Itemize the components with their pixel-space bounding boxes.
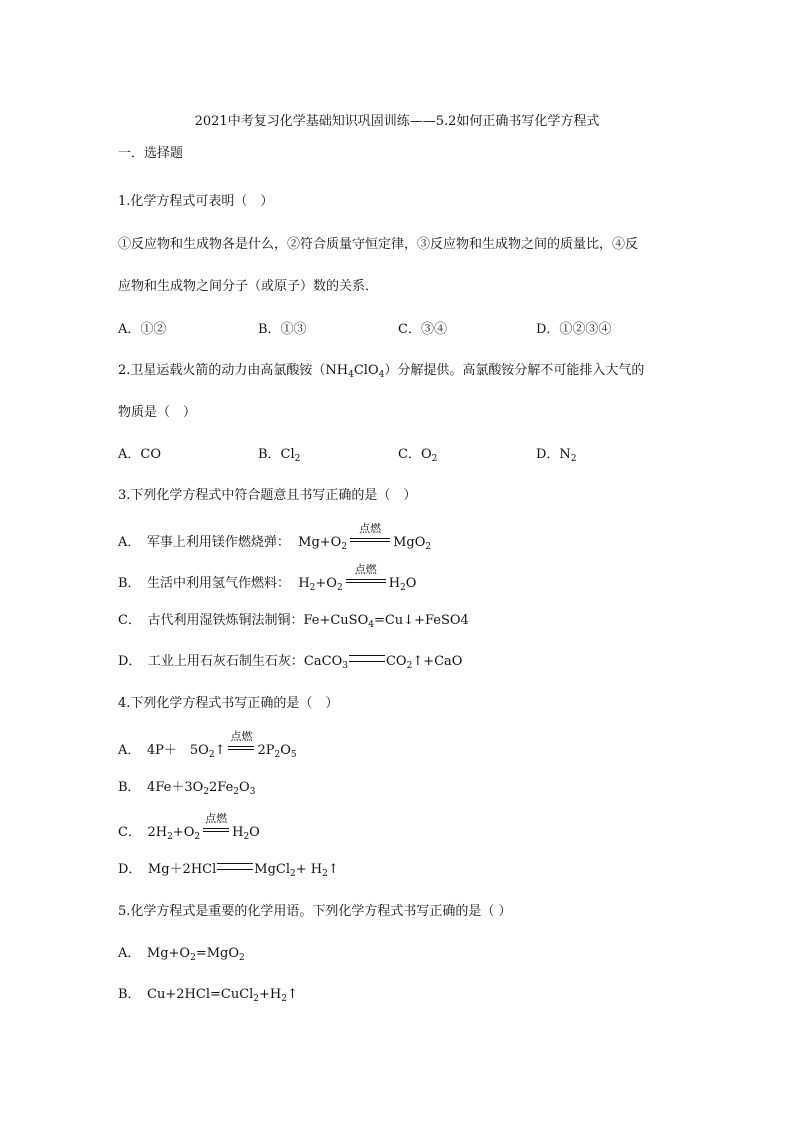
ignite-condition: 点燃 — [344, 571, 388, 589]
ignite-condition: 点燃 — [226, 738, 256, 756]
q5-stem: 5.化学方程式是重要的化学用语。下列化学方程式书写正确的是（ ） — [118, 904, 512, 919]
q2-stem-line1: 2.卫星运载火箭的动力由高氯酸铵$(NH_4ClO_4)$分解提供。高氯酸铵分解不可能排入大气的 — [118, 363, 645, 380]
q2-option-a: A．CO — [118, 447, 161, 462]
ignite-condition: 点燃 — [201, 820, 231, 838]
q3-option-d: D． 工业上用石灰石制生石灰：CaCO$_3$ $CO_2↑+CaO$ — [118, 654, 463, 671]
document-title: 2021中考复习化学基础知识巩固训练——5.2如何正确书写化学方程式 — [194, 114, 600, 129]
equals-double-line — [349, 655, 385, 662]
q2-option-c: C．$O_2$ — [398, 447, 438, 464]
q3-option-a: A． 军事上利用镁作燃烧弹： $Mg+O_2$ 点燃 MgO$_2$ — [118, 522, 432, 552]
q5-option-a: A． $Mg+O_2=MgO_2$ — [118, 946, 245, 963]
ignite-condition: 点燃 — [348, 530, 392, 548]
q2-option-d: D．$N_2$ — [536, 447, 577, 464]
q4-option-a: A． 4P＋ $5O_2↑$ 点燃 $2P_2O_5$ — [118, 730, 297, 760]
q1-desc-line1: ①反应物和生成物各是什么，②符合质量守恒定律，③反应物和生成物之间的质量比，④反 — [118, 237, 639, 252]
q1-option-b: B．①③ — [258, 322, 307, 337]
q1-option-a: A．①② — [118, 322, 167, 337]
q4-option-b: B． $4Fe+3O_22Fe_2O_3$ — [118, 780, 256, 797]
q3-stem: 3.下列化学方程式中符合题意且书写正确的是（ ） — [118, 488, 417, 503]
q2-option-b: B．$Cl_2$ — [258, 447, 301, 464]
q1-desc-line2: 应物和生成物之间分子（或原子）数的关系． — [118, 279, 379, 294]
q4-stem: 4.下列化学方程式书写正确的是（ ） — [118, 696, 339, 711]
q1-option-c: C．③④ — [398, 322, 447, 337]
q2-stem-line2: 物质是（ ） — [118, 405, 197, 420]
section-heading: 一．选择题 — [118, 146, 184, 161]
q4-option-d: D． Mg＋2HCl MgCl$_2$+ $H_2↑$ — [118, 862, 339, 879]
equals-double-line — [217, 863, 253, 870]
q1-stem: 1.化学方程式可表明（ ） — [118, 194, 274, 209]
q5-option-b: B． $Cu+2HCl=CuCl_2+H_2↑$ — [118, 987, 298, 1004]
q3-option-c: C． 古代利用湿铁炼铜法制铜：Fe+CuSO$_4$=Cu↓+FeSO4 — [118, 613, 469, 630]
q4-option-c: C． $2H_2+O_2$ 点燃 $H_2O$ — [118, 812, 260, 842]
q3-option-b: B． 生活中利用氢气作燃料： $H_2+O_2$ 点燃 $H_2O$ — [118, 563, 417, 593]
q1-option-d: D．①②③④ — [536, 322, 612, 337]
